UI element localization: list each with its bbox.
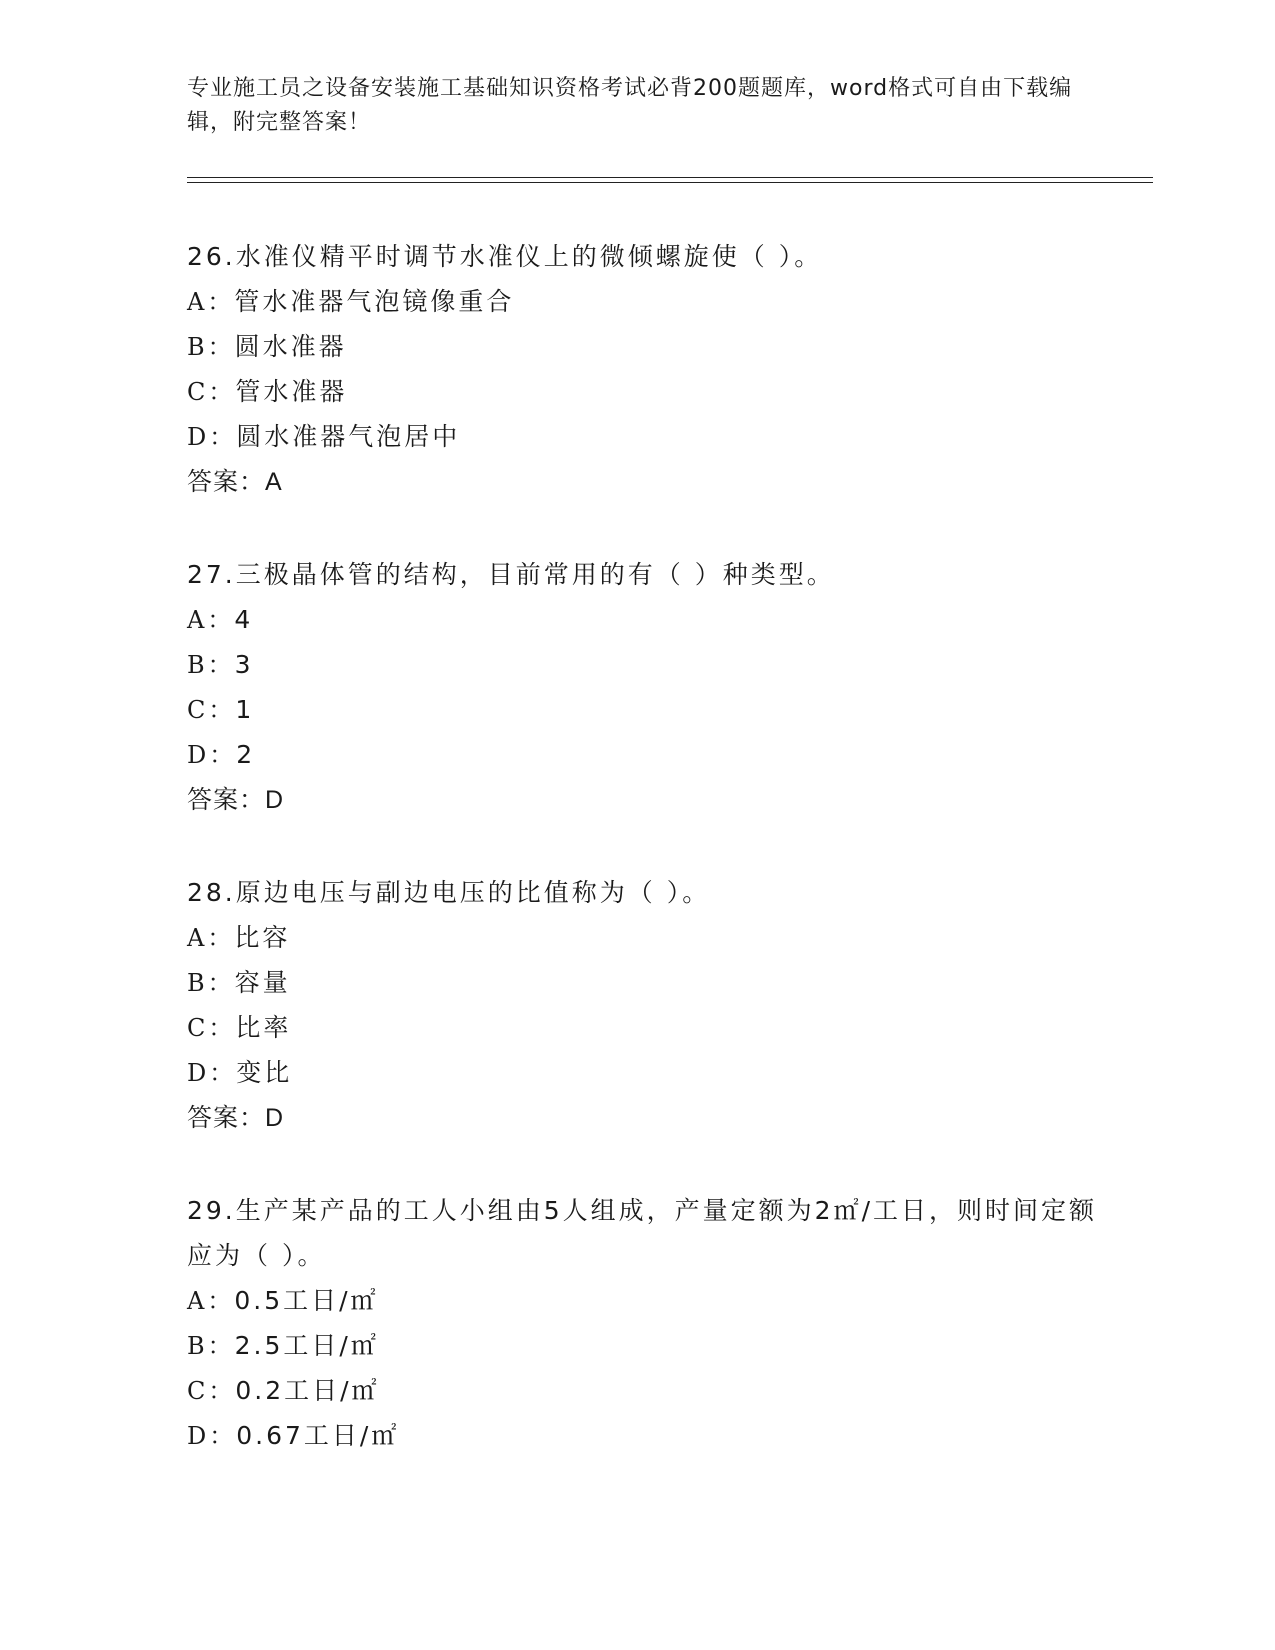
option-letter: A： bbox=[187, 288, 235, 316]
option-text: 圆水准器气泡居中 bbox=[236, 422, 461, 451]
option-text: 管水准器气泡镜像重合 bbox=[234, 287, 515, 316]
option-text: 3 bbox=[234, 650, 254, 679]
option-letter: A： bbox=[187, 1287, 235, 1315]
option-letter: D： bbox=[187, 423, 237, 451]
question-27 bbox=[187, 552, 1107, 822]
option-d bbox=[187, 414, 1107, 459]
option-d bbox=[187, 732, 1107, 777]
option-text: 圆水准器 bbox=[234, 332, 347, 361]
option-b bbox=[187, 642, 1107, 687]
answer-value: A bbox=[265, 468, 283, 496]
option-letter: D： bbox=[187, 1422, 237, 1450]
answer-label: 答案： bbox=[187, 785, 266, 814]
option-letter: B： bbox=[187, 1332, 235, 1360]
option-a bbox=[187, 915, 1107, 960]
option-c bbox=[187, 369, 1107, 414]
question-stem: 28.原边电压与副边电压的比值称为（ ）。 bbox=[187, 878, 711, 907]
question-stem: 26.水准仪精平时调节水准仪上的微倾螺旋使（ ）。 bbox=[187, 242, 823, 271]
option-text: 变比 bbox=[236, 1058, 293, 1087]
option-letter: A： bbox=[187, 924, 235, 952]
option-b bbox=[187, 960, 1107, 1005]
option-letter: D： bbox=[187, 1059, 237, 1087]
option-a bbox=[187, 597, 1107, 642]
answer-label: 答案： bbox=[187, 467, 266, 496]
option-text: 2 bbox=[236, 740, 256, 769]
option-text: 4 bbox=[234, 605, 254, 634]
question-28 bbox=[187, 870, 1107, 1140]
option-text: 2.5工日/㎡ bbox=[234, 1331, 379, 1360]
option-letter: A： bbox=[187, 606, 235, 634]
question-stem: 27.三极晶体管的结构，目前常用的有（ ）种类型。 bbox=[187, 560, 835, 589]
option-d bbox=[187, 1050, 1107, 1095]
option-text: 0.67工日/㎡ bbox=[236, 1421, 400, 1450]
option-text: 容量 bbox=[234, 968, 291, 997]
answer-value: D bbox=[265, 786, 285, 814]
option-b bbox=[187, 1323, 1107, 1368]
option-text: 0.2工日/㎡ bbox=[235, 1376, 380, 1405]
option-letter: B： bbox=[187, 969, 235, 997]
option-c bbox=[187, 687, 1107, 732]
option-letter: C： bbox=[187, 378, 236, 406]
question-29 bbox=[187, 1188, 1107, 1458]
option-text: 1 bbox=[235, 695, 255, 724]
option-d bbox=[187, 1413, 1107, 1458]
option-b bbox=[187, 324, 1107, 369]
header-divider-bottom bbox=[187, 182, 1153, 183]
answer-line bbox=[187, 459, 1107, 504]
option-letter: C： bbox=[187, 1377, 236, 1405]
option-text: 0.5工日/㎡ bbox=[234, 1286, 379, 1315]
answer-label: 答案： bbox=[187, 1103, 266, 1132]
option-letter: D： bbox=[187, 741, 237, 769]
option-c bbox=[187, 1368, 1107, 1413]
option-letter: C： bbox=[187, 1014, 236, 1042]
option-text: 管水准器 bbox=[235, 377, 348, 406]
question-26 bbox=[187, 234, 1107, 504]
option-text: 比容 bbox=[234, 923, 291, 952]
option-a bbox=[187, 279, 1107, 324]
option-letter: B： bbox=[187, 651, 235, 679]
document-intro: 专业施工员之设备安装施工基础知识资格考试必背200题题库，word格式可自由下载编辑，附完整答案！ bbox=[187, 76, 1073, 135]
answer-line bbox=[187, 1095, 1107, 1140]
option-letter: C： bbox=[187, 696, 236, 724]
option-letter: B： bbox=[187, 333, 235, 361]
header-divider-top bbox=[187, 177, 1153, 178]
option-text: 比率 bbox=[235, 1013, 292, 1042]
option-c bbox=[187, 1005, 1107, 1050]
option-a bbox=[187, 1278, 1107, 1323]
question-stem: 29.生产某产品的工人小组由5人组成，产量定额为2㎡/工日，则时间定额应为（ ）。 bbox=[187, 1196, 1097, 1270]
answer-value: D bbox=[265, 1104, 285, 1132]
answer-line bbox=[187, 777, 1107, 822]
